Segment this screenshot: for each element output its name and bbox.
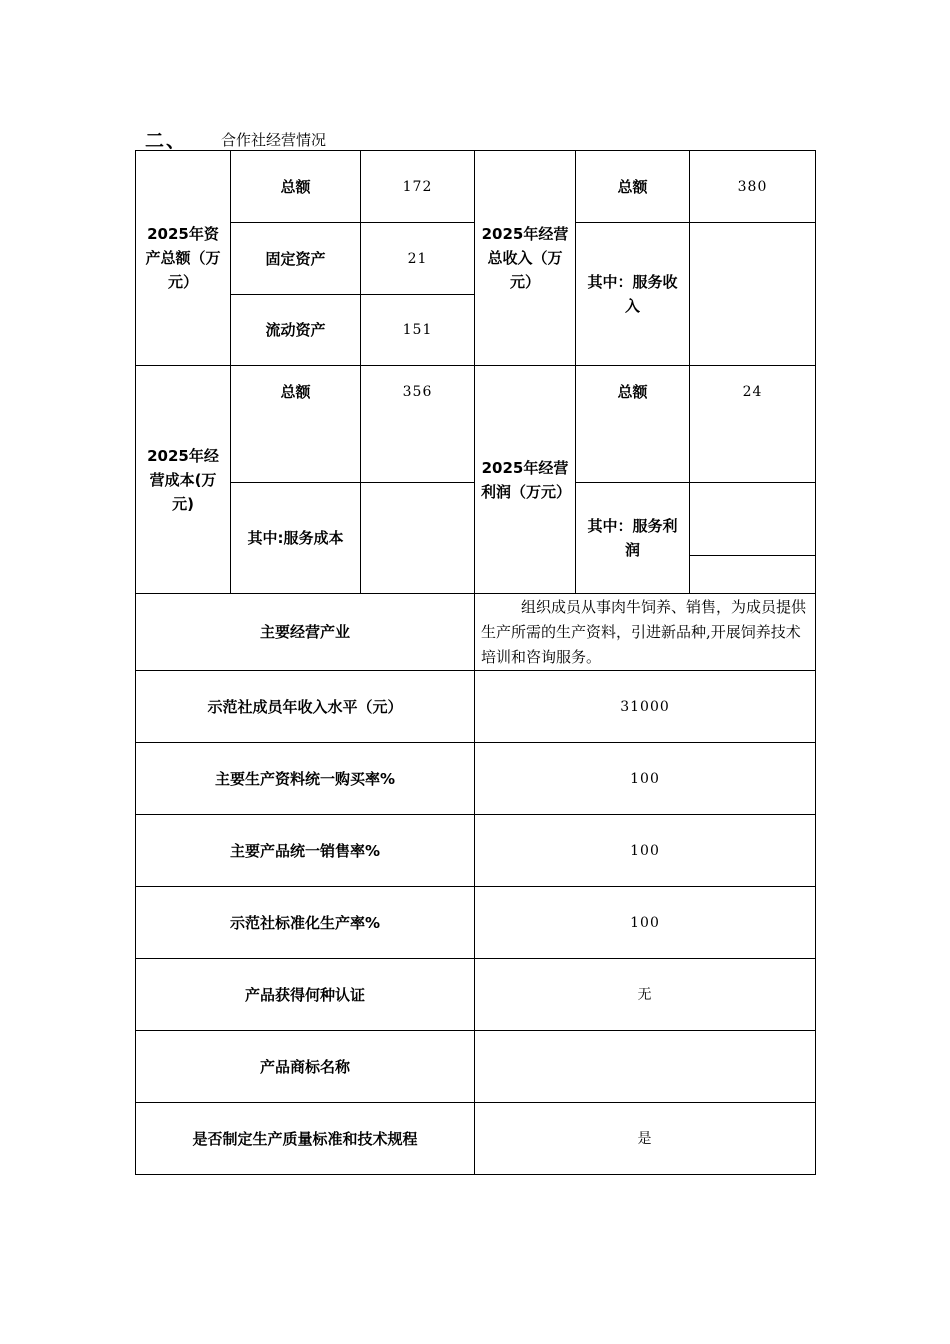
section-heading [145,127,326,151]
profit-total-label: 总额 [576,366,690,483]
profit-label: 2025年经营利润（万元） [475,366,576,594]
profit-service-text [690,483,815,556]
profit-service-blank [690,556,815,593]
quality-standard-value: 是 [475,1103,816,1175]
revenue-service-label: 其中：服务收入 [576,223,690,366]
profit-total-value: 24 [690,366,816,483]
cost-service-label: 其中:服务成本 [231,483,361,594]
trademark-value [475,1031,816,1103]
member-income-value: 31000 [475,671,816,743]
revenue-service-value [690,223,816,366]
revenue-label: 2025年经营总收入（万元） [475,151,576,366]
assets-fixed-label: 固定资产 [231,223,361,295]
assets-total-label: 总额 [231,151,361,223]
main-industry-label: 主要经营产业 [136,594,475,671]
assets-fixed-value: 21 [361,223,475,295]
profit-service-label: 其中：服务利润 [576,483,690,594]
cost-total-value: 356 [361,366,475,483]
main-industry-value: 组织成员从事肉牛饲养、销售，为成员提供生产所需的生产资料，引进新品种,开展饲养技术培训和咨询服务。 [475,594,816,671]
sales-rate-value: 100 [475,815,816,887]
assets-label: 2025年资产总额（万元） [136,151,231,366]
member-income-label: 示范社成员年收入水平（元） [136,671,475,743]
assets-current-value: 151 [361,295,475,366]
cost-total-label: 总额 [231,366,361,483]
cost-label: 2025年经营成本(万元) [136,366,231,594]
cost-service-value [361,483,475,594]
certification-label: 产品获得何种认证 [136,959,475,1031]
trademark-label: 产品商标名称 [136,1031,475,1103]
standard-rate-value: 100 [475,887,816,959]
purchase-rate-label: 主要生产资料统一购买率% [136,743,475,815]
purchase-rate-value: 100 [475,743,816,815]
certification-value: 无 [475,959,816,1031]
standard-rate-label: 示范社标准化生产率% [136,887,475,959]
quality-standard-label: 是否制定生产质量标准和技术规程 [136,1103,475,1175]
section-number: 二、 [145,129,188,152]
profit-service-value [690,483,816,594]
assets-total-value: 172 [361,151,475,223]
operation-table [135,150,816,1175]
section-title: 合作社经营情况 [221,130,327,149]
sales-rate-label: 主要产品统一销售率% [136,815,475,887]
revenue-total-label: 总额 [576,151,690,223]
revenue-total-value: 380 [690,151,816,223]
assets-current-label: 流动资产 [231,295,361,366]
